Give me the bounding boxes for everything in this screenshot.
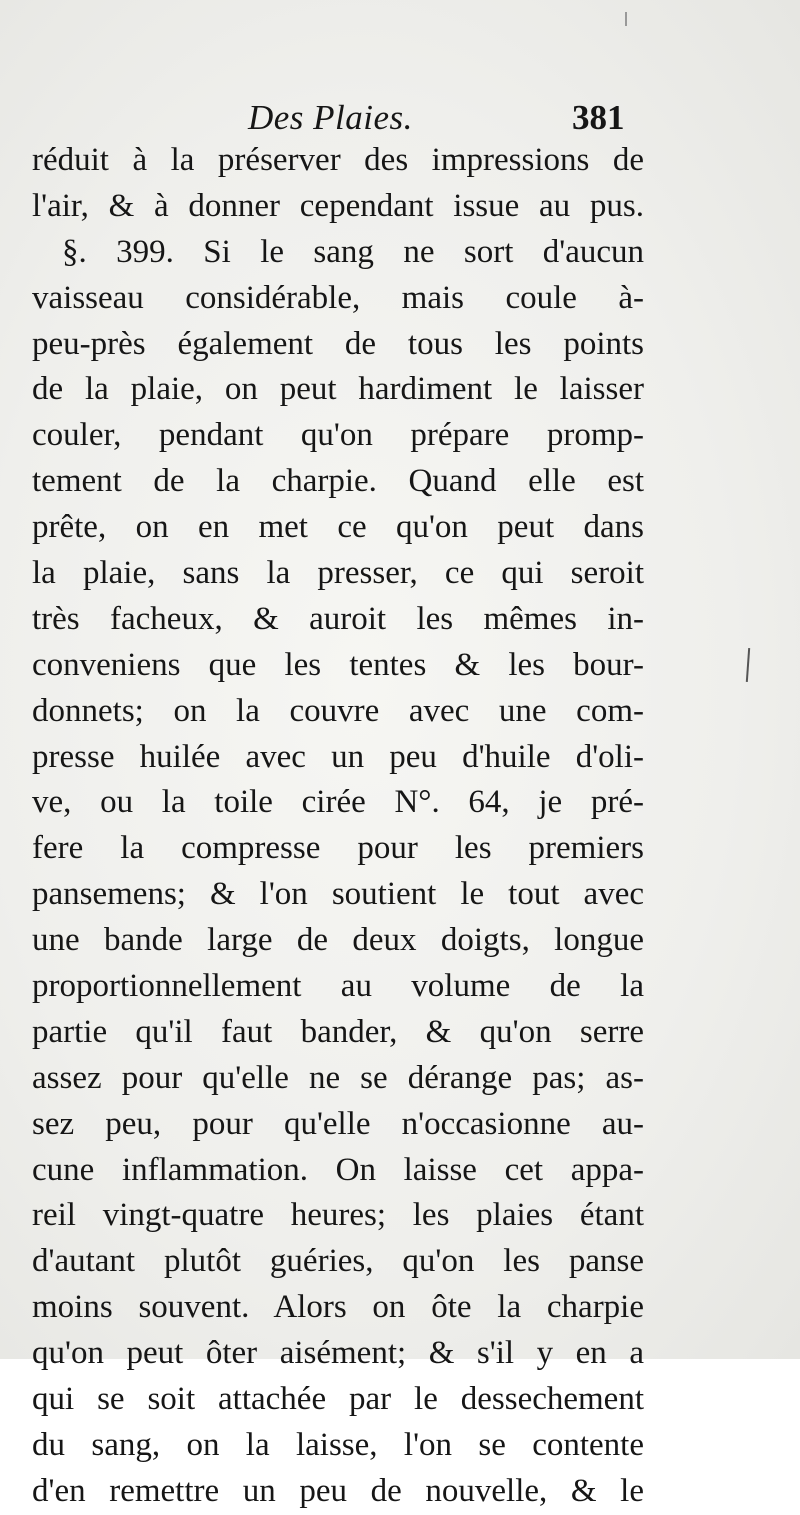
text-line: qui se soit attachée par le dessechement — [32, 1381, 644, 1418]
text-line: qu'on peut ôter aisément; & s'il y en a — [32, 1335, 644, 1372]
text-line: pansemens; & l'on soutient le tout avec — [32, 876, 644, 913]
text-line: partie qu'il faut bander, & qu'on serre — [32, 1013, 644, 1050]
text-line: moins souvent. Alors on ôte la charpie — [32, 1289, 644, 1326]
margin-mark-right — [746, 648, 750, 682]
text-line-paragraph-start: §. 399. Si le sang ne sort d'aucun — [62, 233, 644, 270]
text-line: reil vingt-quatre heures; les plaies étant — [32, 1197, 644, 1234]
text-line: presse huilée avec un peu d'huile d'oli- — [32, 738, 644, 775]
text-line: peu-près également de tous les points — [32, 325, 644, 362]
text-line: du sang, on la laisse, l'on se contente — [32, 1426, 644, 1463]
text-line: vaisseau considérable, mais coule à- — [32, 279, 644, 316]
text-line: conveniens que les tentes & les bour- — [32, 646, 644, 683]
text-line: tement de la charpie. Quand elle est — [32, 463, 644, 500]
body-text — [32, 138, 644, 1515]
page-number: 381 — [572, 98, 625, 137]
text-line: sez peu, pour qu'elle n'occasionne au- — [32, 1105, 644, 1142]
text-line: très facheux, & auroit les mêmes in- — [32, 600, 644, 637]
running-title: Des Plaies. — [248, 98, 413, 137]
text-line: la plaie, sans la presser, ce qui seroit — [32, 555, 644, 592]
text-line: d'autant plutôt guéries, qu'on les panse — [32, 1243, 644, 1280]
margin-mark-top — [625, 12, 627, 26]
text-line: couler, pendant qu'on prépare promp- — [32, 417, 644, 454]
text-line: d'en remettre un peu de nouvelle, & le — [32, 1472, 644, 1509]
text-line: assez pour qu'elle ne se dérange pas; as- — [32, 1059, 644, 1096]
text-line: de la plaie, on peut hardiment le laisser — [32, 371, 644, 408]
text-line: proportionnellement au volume de la — [32, 968, 644, 1005]
page-header — [0, 96, 800, 144]
text-line: prête, on en met ce qu'on peut dans — [32, 509, 644, 546]
text-line: donnets; on la couvre avec une com- — [32, 692, 644, 729]
text-line: l'air, & à donner cependant issue au pus. — [32, 187, 644, 224]
text-line: une bande large de deux doigts, longue — [32, 922, 644, 959]
text-line: cune inflammation. On laisse cet appa- — [32, 1151, 644, 1188]
text-line: fere la compresse pour les premiers — [32, 830, 644, 867]
text-line: ve, ou la toile cirée N°. 64, je pré- — [32, 784, 644, 821]
text-line: réduit à la préserver des impressions de — [32, 142, 644, 178]
